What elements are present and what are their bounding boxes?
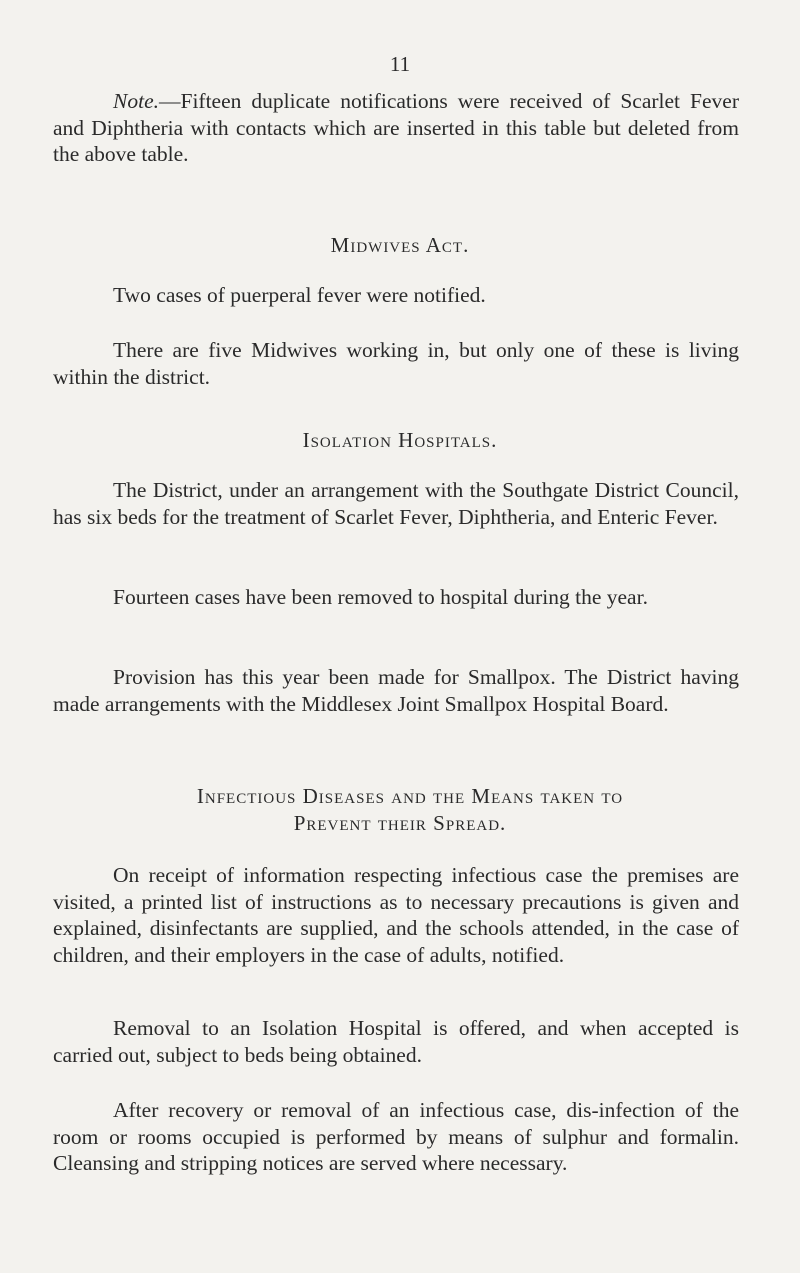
infectious-heading-line-2: Prevent their Spread. <box>293 811 507 835</box>
midwives-paragraph-1: Two cases of puerperal fever were notified. <box>113 283 486 307</box>
infectious-heading-line-1: Infectious Diseases and the Means taken to <box>196 784 624 808</box>
infectious-paragraph-3: After recovery or removal of an infectious case, dis-infection of the room or rooms occupied is performed by means of sulphur and formalin. Cleansing and stripping notices are served where necessary. <box>53 1098 739 1175</box>
midwives-paragraph-2: There are five Midwives working in, but only one of these is living within the district. <box>53 338 739 389</box>
isolation-heading: Isolation Hospitals. <box>302 428 498 452</box>
page-number: 11 <box>389 52 411 76</box>
infectious-paragraph-2: Removal to an Isolation Hospital is offered, and when accepted is carried out, subject to beds being obtained. <box>53 1016 739 1067</box>
isolation-paragraph-2: Fourteen cases have been removed to hospital during the year. <box>113 585 648 609</box>
infectious-paragraph-1: On receipt of information respecting infectious case the premises are visited, a printed list of instructions as to necessary precautions is given and explained, disinfectants are supplied, and the schools attended, in the case of children, and their employers in the case of adults, notified. <box>53 863 739 967</box>
note-label: Note. <box>113 89 159 113</box>
midwives-heading: Midwives Act. <box>330 233 470 257</box>
isolation-paragraph-1: The District, under an arrangement with the Southgate District Council, has six beds for the treatment of Scarlet Fever, Diphtheria, and Enteric Fever. <box>53 478 739 529</box>
note-paragraph <box>53 88 739 168</box>
isolation-paragraph-3: Provision has this year been made for Smallpox. The District having made arrangements with the Middlesex Joint Smallpox Hospital Board. <box>53 665 739 716</box>
note-text: —Fifteen duplicate notifications were received of Scarlet Fever and Diphtheria with contacts which are inserted in this table but deleted from the above table. <box>53 89 739 166</box>
